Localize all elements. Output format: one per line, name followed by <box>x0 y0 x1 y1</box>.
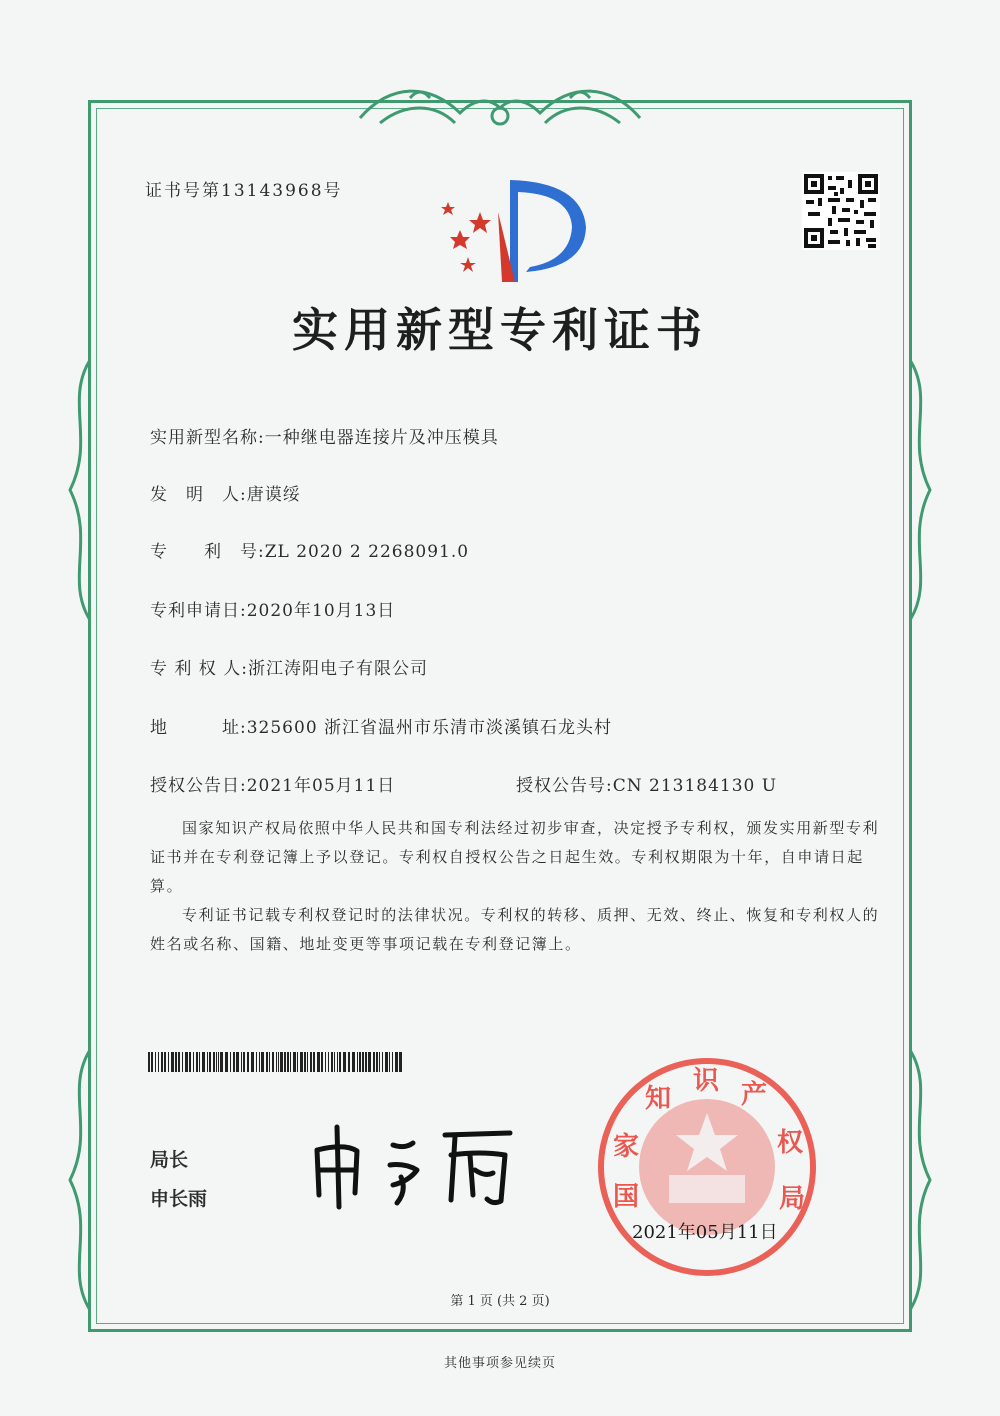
field-label: 专利申请日: <box>150 601 247 621</box>
field-value: 2020年10月13日 <box>246 601 396 621</box>
field-label: 专 利 权 人: <box>150 659 248 679</box>
certificate-number: 证书号第13143968号 <box>145 181 343 201</box>
paragraph-registration: 专利证书记载专利权登记时的法律状况。专利权的转移、质押、无效、终止、恢复和专利权人的姓名或名称、国籍、地址变更等事项记载在专利登记簿上。 <box>150 906 880 953</box>
field-value: CN 213184130 U <box>612 776 778 796</box>
svg-text:家: 家 <box>613 1132 640 1162</box>
field-announcement-number <box>516 771 777 796</box>
official-seal <box>595 1055 820 1280</box>
field-filing-date <box>150 596 395 621</box>
svg-text:权: 权 <box>777 1128 804 1158</box>
left-ornament <box>60 360 100 620</box>
field-label: 地 址: <box>150 718 247 738</box>
field-inventor <box>150 480 301 505</box>
field-label: 专 利 号: <box>150 542 265 562</box>
signature <box>305 1115 520 1210</box>
svg-text:知: 知 <box>645 1084 672 1114</box>
qr-code <box>802 172 880 250</box>
right-ornament <box>900 360 940 620</box>
left-bottom-ornament <box>60 1050 100 1310</box>
paragraph-grant: 国家知识产权局依照中华人民共和国专利法经过初步审查，决定授予专利权，颁发实用新型专利证书并在专利登记簿上予以登记。专利权自授权公告之日起生效。专利权期限为十年，自申请日起算。 <box>150 819 880 895</box>
field-label: 发 明 人: <box>150 485 247 505</box>
svg-text:国: 国 <box>613 1182 640 1212</box>
barcode <box>148 1052 402 1072</box>
svg-text:识: 识 <box>693 1066 720 1096</box>
field-value: 唐谟绥 <box>246 485 301 505</box>
footer-note: 其他事项参见续页 <box>443 1356 556 1371</box>
field-label: 授权公告号: <box>516 776 613 796</box>
svg-text:局: 局 <box>779 1184 806 1214</box>
right-bottom-ornament <box>900 1050 940 1310</box>
field-value: 一种继电器连接片及冲压模具 <box>264 428 499 448</box>
cnipa-logo-icon <box>420 172 590 292</box>
field-label: 授权公告日: <box>150 776 247 796</box>
field-name <box>150 423 499 448</box>
seal-date: 2021年05月11日 <box>632 1222 778 1243</box>
top-ornament <box>350 78 650 138</box>
page-indicator: 第 1 页 (共 2 页) <box>450 1294 550 1309</box>
field-patentee <box>150 654 428 679</box>
chief-name: 申长雨 <box>150 1188 208 1210</box>
field-address <box>150 713 612 738</box>
field-value: ZL 2020 2 2268091.0 <box>264 542 470 562</box>
field-label: 实用新型名称: <box>150 428 265 448</box>
field-value: 浙江涛阳电子有限公司 <box>247 659 428 679</box>
certificate-title: 实用新型专利证书 <box>292 303 708 357</box>
chief-title: 局长 <box>150 1149 189 1171</box>
field-value: 325600 浙江省温州市乐清市淡溪镇石龙头村 <box>246 718 613 738</box>
svg-text:产: 产 <box>741 1080 768 1110</box>
field-value: 2021年05月11日 <box>246 776 396 796</box>
field-patent-number <box>150 537 469 562</box>
field-grant-date <box>150 771 395 796</box>
